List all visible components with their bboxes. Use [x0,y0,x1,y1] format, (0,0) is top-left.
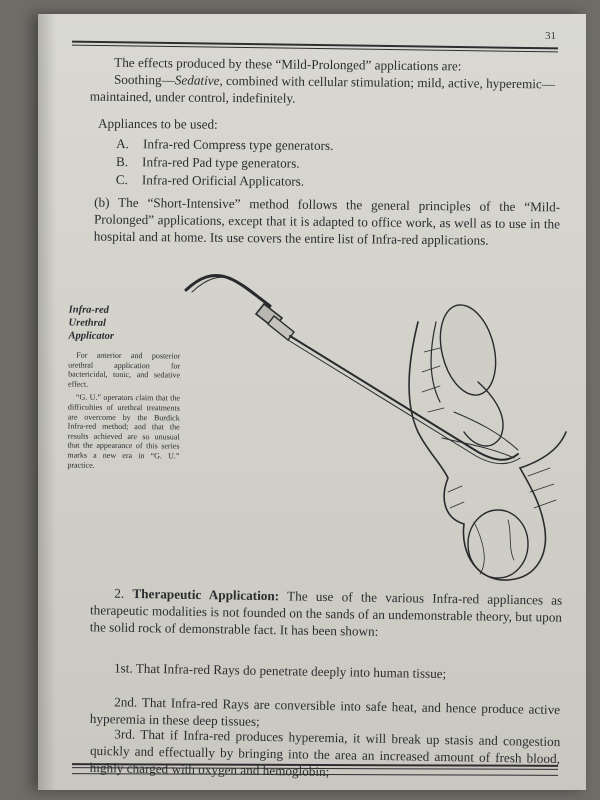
finding-ordinal: 3rd. [114,726,136,742]
caption-body-1: For anterior and posterior urethral application for bactericidal, tonic, and sedative effect. [68,350,181,389]
caption-title-line: Applicator [68,330,115,342]
finding-text: That if Infra-red produces hyperemia, it will break up stasis and congestion quickly and effectually by bringing into the area an increased amount of fresh blood, highly charged with oxygen and hemoglobin; [89,726,561,780]
finding-ordinal: 1st. [113,660,133,676]
finding-text: That Infra-red Rays do penetrate deeply into human tissue; [135,660,447,682]
caption-title-line: Infra-red [68,304,109,316]
list-item [116,135,333,155]
top-rule [72,41,558,53]
list-item-text: Infra-red Compress type generators. [142,136,334,153]
short-intensive-paragraph: (b) The “Short-Intensive” method follows the general principles of the “Mild-Prolonged” applications, except that it is adapted to office work, as well as to use in the hospital and at home. Its use covers the entire list of Infra-red applications. [93,194,561,248]
section-number: 2. [114,585,125,601]
list-item-text: Infra-red Orificial Applicators. [141,172,305,189]
list-item [116,171,333,191]
bladder-shape [432,299,505,401]
therapeutic-application-paragraph [90,584,563,642]
section-lead: Therapeutic Application: [132,585,280,604]
figure-caption [67,304,180,475]
intro-italic-word: Sedative, [174,72,223,88]
appliances-list [116,135,334,191]
caption-title [68,304,180,344]
intro-line-2-post: combined with cellular stimulation; mild, active, hyperemic—maintained, under control, indefinitely. [89,72,556,106]
finding-ordinal: 2nd. [114,694,138,710]
list-item [116,153,333,173]
list-item-letter: A. [116,136,130,152]
intro-line-1: The effects produced by these “Mild-Prolonged” applications are: [114,54,462,74]
list-item-letter: C. [115,172,129,188]
list-item-text: Infra-red Pad type generators. [142,154,300,171]
urethral-applicator-illustration [178,262,568,592]
intro-line-2-pre: Soothing— [113,71,175,88]
applicator-cord [186,275,270,306]
caption-title-line: Urethral [68,317,106,329]
book-page [38,14,586,790]
appliances-heading: Appliances to be used: [97,115,218,132]
section-text: The use of the various Infra-red appliances as therapeutic modalities is not founded on the sands of an undemonstrable theory, but upon the solid rock of demonstrable fact. It has been shown: [89,588,563,639]
page-gutter-shadow [38,14,56,790]
finding-text: That Infra-red Rays are conversible into safe heat, and hence produce active hyperemia in these deep tissues; [89,694,561,730]
list-item-letter: B. [115,154,129,170]
caption-body-2: “G. U.” operators claim that the difficulties of urethral treatments are overcome by the Burdick Infra-red method; and that the results achieved are so unusual that the appearance of this series marks a new era in “G. U.” practice. [67,392,180,470]
intro-paragraph [90,54,561,110]
finding-item [90,659,560,684]
page-number: 31 [545,30,556,42]
